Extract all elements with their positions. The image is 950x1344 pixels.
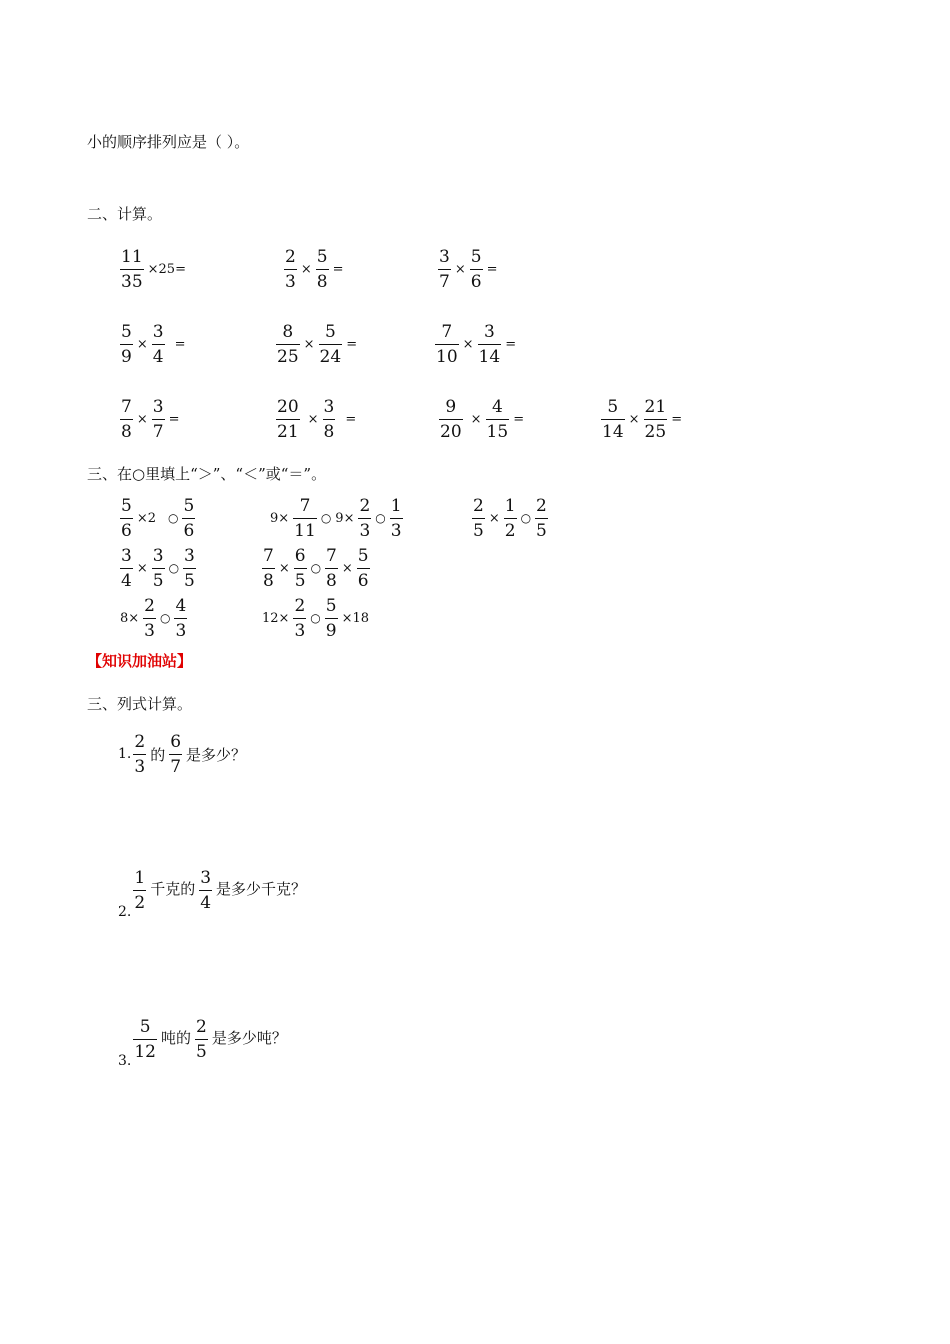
compare-circle[interactable]: ○ bbox=[160, 611, 171, 625]
fraction: $\frac{3}{14}$ bbox=[478, 321, 501, 367]
fraction: $\frac{2}{3}$ bbox=[285, 246, 296, 292]
word-problem-1: 1. $\frac{2}{3}$ 的 $\frac{6}{7}$ 是多少？ bbox=[118, 731, 247, 777]
compare-item: $\frac{7}{8}$ × $\frac{6}{5}$ ○ $\frac{7}{8}$ × $\frac{5}{6}$ bbox=[263, 545, 369, 591]
fraction: $\frac{11}{35}$ bbox=[121, 246, 143, 292]
compare-item: 8× $\frac{2}{3}$ ○ $\frac{4}{3}$ bbox=[120, 595, 187, 641]
fraction: $\frac{5}{8}$ bbox=[316, 246, 328, 292]
word-problem-3: 3. $\frac{5}{12}$ 吨的 $\frac{2}{5}$ 是多少吨？ bbox=[118, 1017, 287, 1069]
fraction: $\frac{5}{9}$ bbox=[121, 321, 132, 367]
intro-line: 小的顺序排列应是（ ）。 bbox=[87, 133, 250, 151]
fraction: $\frac{3}{7}$ bbox=[152, 396, 164, 442]
section-3-title: 三、在○里填上“＞”、“＜”或“＝”。 bbox=[87, 465, 327, 483]
compare-item: 9× $\frac{7}{11}$ ○ 9× $\frac{2}{3}$ ○ $\frac{1}{3}$ bbox=[270, 495, 402, 541]
calc-item: $\frac{3}{7}$ × $\frac{5}{6}$ = bbox=[439, 246, 498, 292]
fraction: $\frac{5}{14}$ bbox=[602, 396, 624, 442]
calc-item: $\frac{7}{10}$ × $\frac{3}{14}$ = bbox=[436, 321, 517, 367]
compare-item: $\frac{2}{5}$ × $\frac{1}{2}$ ○ $\frac{2}{5}$ bbox=[473, 495, 547, 541]
calc-item: $\frac{7}{8}$ × $\frac{3}{7}$ = bbox=[121, 396, 180, 442]
calc-item: $\frac{11}{35}$ ×25= bbox=[121, 246, 186, 292]
section-2-title: 二、计算。 bbox=[87, 205, 163, 223]
compare-item: 12× $\frac{2}{3}$ ○ $\frac{5}{9}$ ×18 bbox=[262, 595, 370, 641]
word-problem-2: 2. $\frac{1}{2}$ 千克的 $\frac{3}{4}$ 是多少千克？ bbox=[118, 868, 307, 920]
compare-circle[interactable]: ○ bbox=[168, 561, 180, 575]
compare-circle[interactable]: ○ bbox=[375, 511, 386, 525]
compare-item: $\frac{3}{4}$ × $\frac{3}{5}$ ○ $\frac{3}{5}$ bbox=[121, 545, 195, 591]
calc-item: $\frac{9}{20}$ × $\frac{4}{15}$ = bbox=[440, 396, 525, 442]
fraction: $\frac{5}{24}$ bbox=[319, 321, 342, 367]
fraction: $\frac{9}{20}$ bbox=[440, 396, 462, 442]
fraction: $\frac{20}{21}$ bbox=[277, 396, 299, 442]
section-4-title: 三、列式计算。 bbox=[87, 695, 193, 713]
fraction: $\frac{3}{7}$ bbox=[439, 246, 450, 292]
calc-item: $\frac{8}{25}$ × $\frac{5}{24}$ = bbox=[277, 321, 358, 367]
compare-circle[interactable]: ○ bbox=[520, 511, 532, 525]
knowledge-station-label: 【知识加油站】 bbox=[87, 652, 193, 670]
fraction: $\frac{7}{10}$ bbox=[436, 321, 458, 367]
fraction: $\frac{7}{8}$ bbox=[121, 396, 132, 442]
compare-circle[interactable]: ○ bbox=[310, 561, 322, 575]
fraction: $\frac{8}{25}$ bbox=[277, 321, 299, 367]
compare-circle[interactable]: ○ bbox=[168, 511, 179, 525]
calc-item: $\frac{2}{3}$ × $\frac{5}{8}$ = bbox=[285, 246, 344, 292]
compare-circle[interactable]: ○ bbox=[310, 611, 321, 625]
fraction: $\frac{3}{8}$ bbox=[323, 396, 335, 442]
calc-item: $\frac{5}{9}$ × $\frac{3}{4}$ = bbox=[121, 321, 186, 367]
calc-item: $\frac{20}{21}$ × $\frac{3}{8}$ = bbox=[277, 396, 357, 442]
compare-circle[interactable]: ○ bbox=[320, 511, 332, 525]
fraction: $\frac{4}{15}$ bbox=[486, 396, 509, 442]
calc-item: $\frac{5}{14}$ × $\frac{21}{25}$ = bbox=[602, 396, 683, 442]
compare-item: $\frac{5}{6}$ ×2 ○ $\frac{5}{6}$ bbox=[121, 495, 195, 541]
fraction: $\frac{21}{25}$ bbox=[644, 396, 667, 442]
fraction: $\frac{5}{6}$ bbox=[470, 246, 482, 292]
fraction: $\frac{3}{4}$ bbox=[152, 321, 164, 367]
